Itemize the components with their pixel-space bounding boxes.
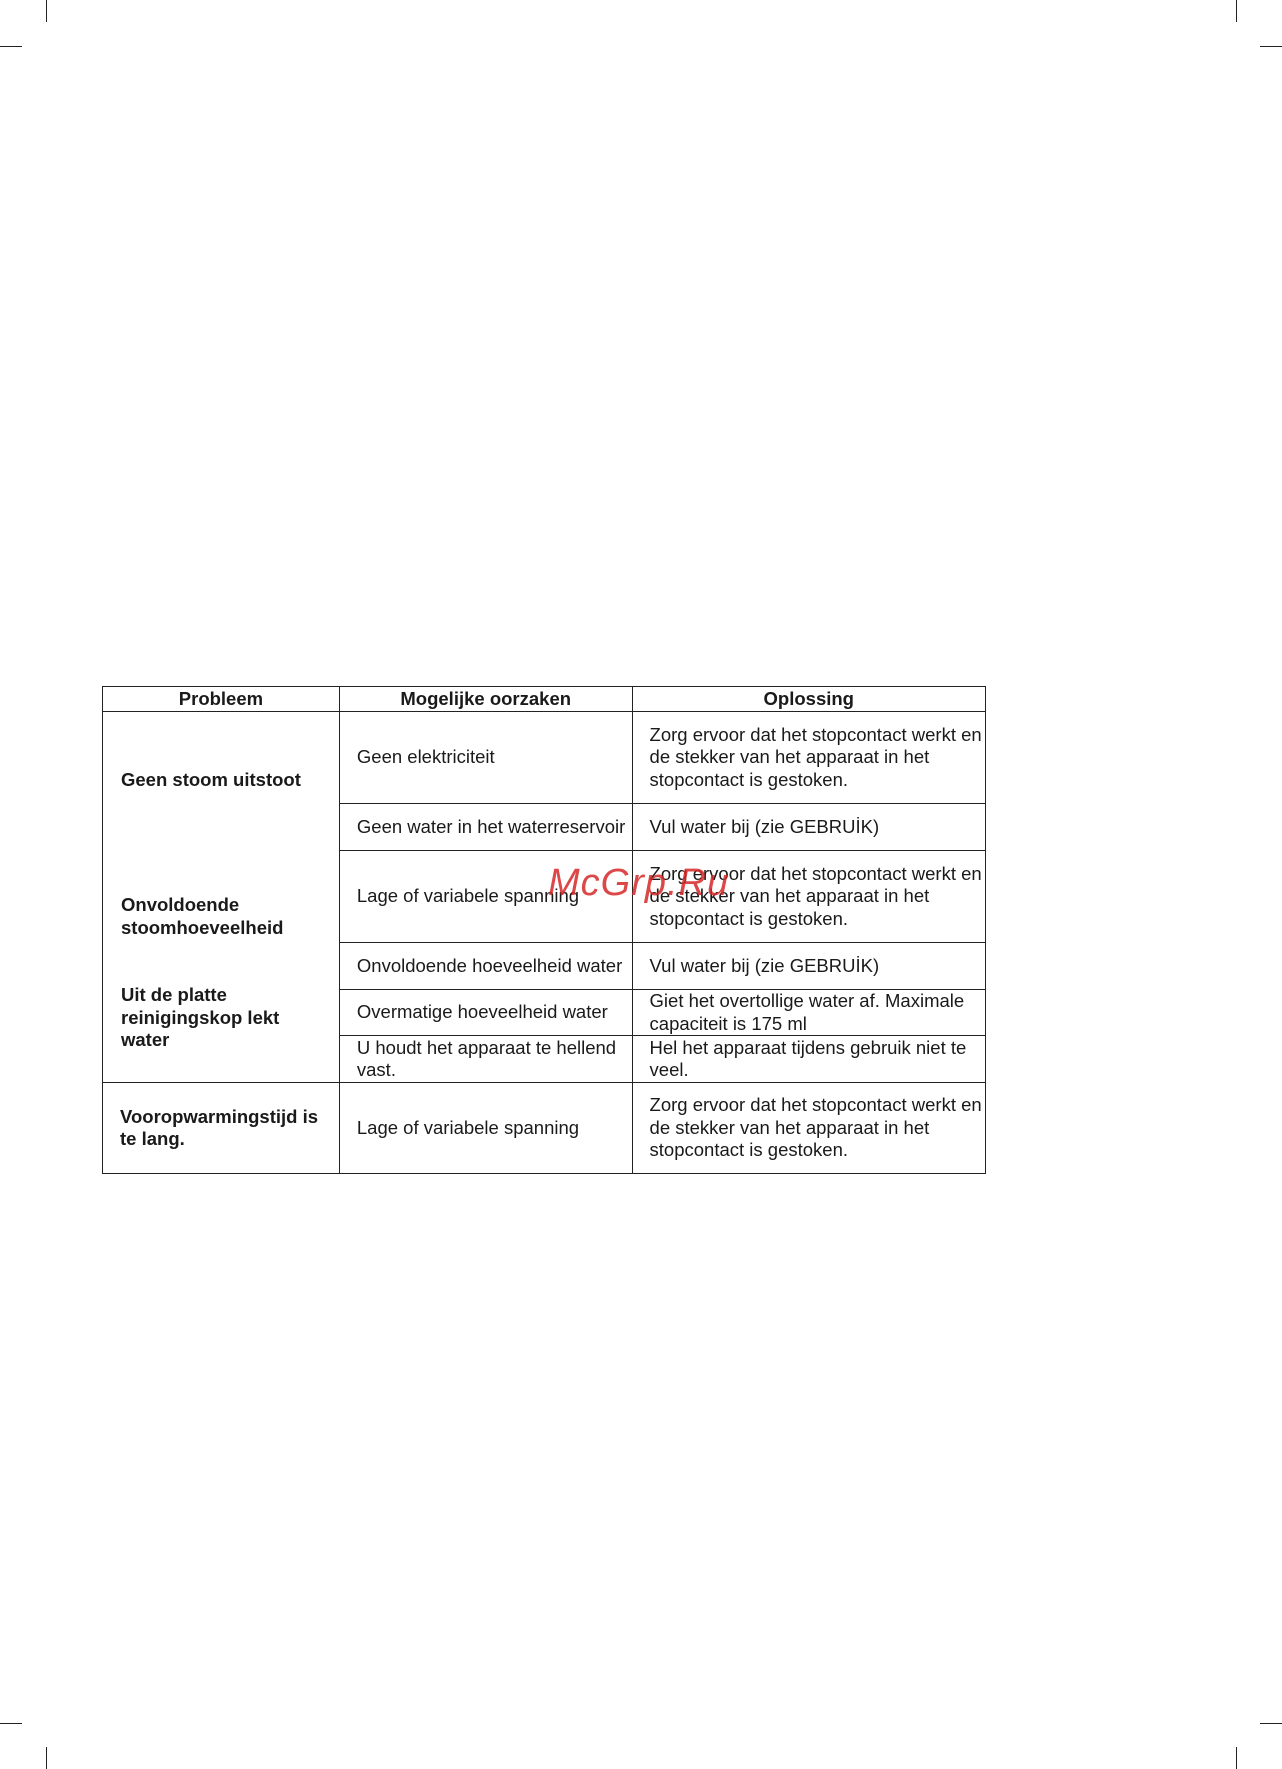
table-header-row	[103, 687, 986, 712]
cause-cell: Overmatige hoeveelheid water	[339, 989, 632, 1036]
solution-cell: Giet het overtollige water af. Maximale capaciteit is 175 ml	[632, 989, 985, 1036]
cause-cell: Geen elektriciteit	[339, 712, 632, 804]
watermark-logo: McGrp.Ru	[548, 862, 730, 904]
crop-mark	[0, 1723, 22, 1724]
crop-mark	[0, 46, 22, 47]
header-oorzaken: Mogelijke oorzaken	[339, 687, 632, 712]
crop-mark	[1236, 1747, 1237, 1769]
crop-mark	[46, 0, 47, 22]
cause-cell: Lage of variabele spanning	[339, 850, 632, 942]
header-oplossing: Oplossing	[632, 687, 985, 712]
crop-mark	[46, 1747, 47, 1769]
solution-cell: Zorg ervoor dat het stopcontact werkt en de stekker van het apparaat in het stopcontact is gestoken.	[632, 1083, 985, 1174]
problem-geen-stoom: Geen stoom uitstoot	[121, 769, 301, 790]
solution-cell: Hel het apparaat tijdens gebruik niet te veel.	[632, 1036, 985, 1083]
crop-mark	[1260, 1723, 1282, 1724]
solution-cell: Vul water bij (zie GEBRUİK)	[632, 804, 985, 851]
header-probleem: Probleem	[103, 687, 340, 712]
solution-cell: Zorg ervoor dat het stopcontact werkt en de stekker van het apparaat in het stopcontact is gestoken.	[632, 850, 985, 942]
problem-lekt-water: Uit de platte reinigingskop lekt water	[121, 984, 280, 1050]
solution-cell: Zorg ervoor dat het stopcontact werkt en de stekker van het apparaat in het stopcontact is gestoken.	[632, 712, 985, 804]
problem-vooropwarming: Vooropwarmingstijd is te lang.	[103, 1083, 340, 1174]
table-row	[103, 712, 986, 804]
problem-cell-group	[103, 712, 340, 1083]
table-row	[103, 1083, 986, 1174]
crop-mark	[1260, 46, 1282, 47]
problem-onvoldoende-stoom: Onvoldoende stoomhoeveelheid	[121, 894, 284, 938]
crop-mark	[1236, 0, 1237, 22]
solution-cell: Vul water bij (zie GEBRUİK)	[632, 943, 985, 990]
cause-cell: Geen water in het waterreservoir	[339, 804, 632, 851]
cause-cell: U houdt het apparaat te hellend vast.	[339, 1036, 632, 1083]
troubleshooting-table	[102, 686, 986, 1174]
cause-cell: Onvoldoende hoeveelheid water	[339, 943, 632, 990]
cause-cell: Lage of variabele spanning	[339, 1083, 632, 1174]
